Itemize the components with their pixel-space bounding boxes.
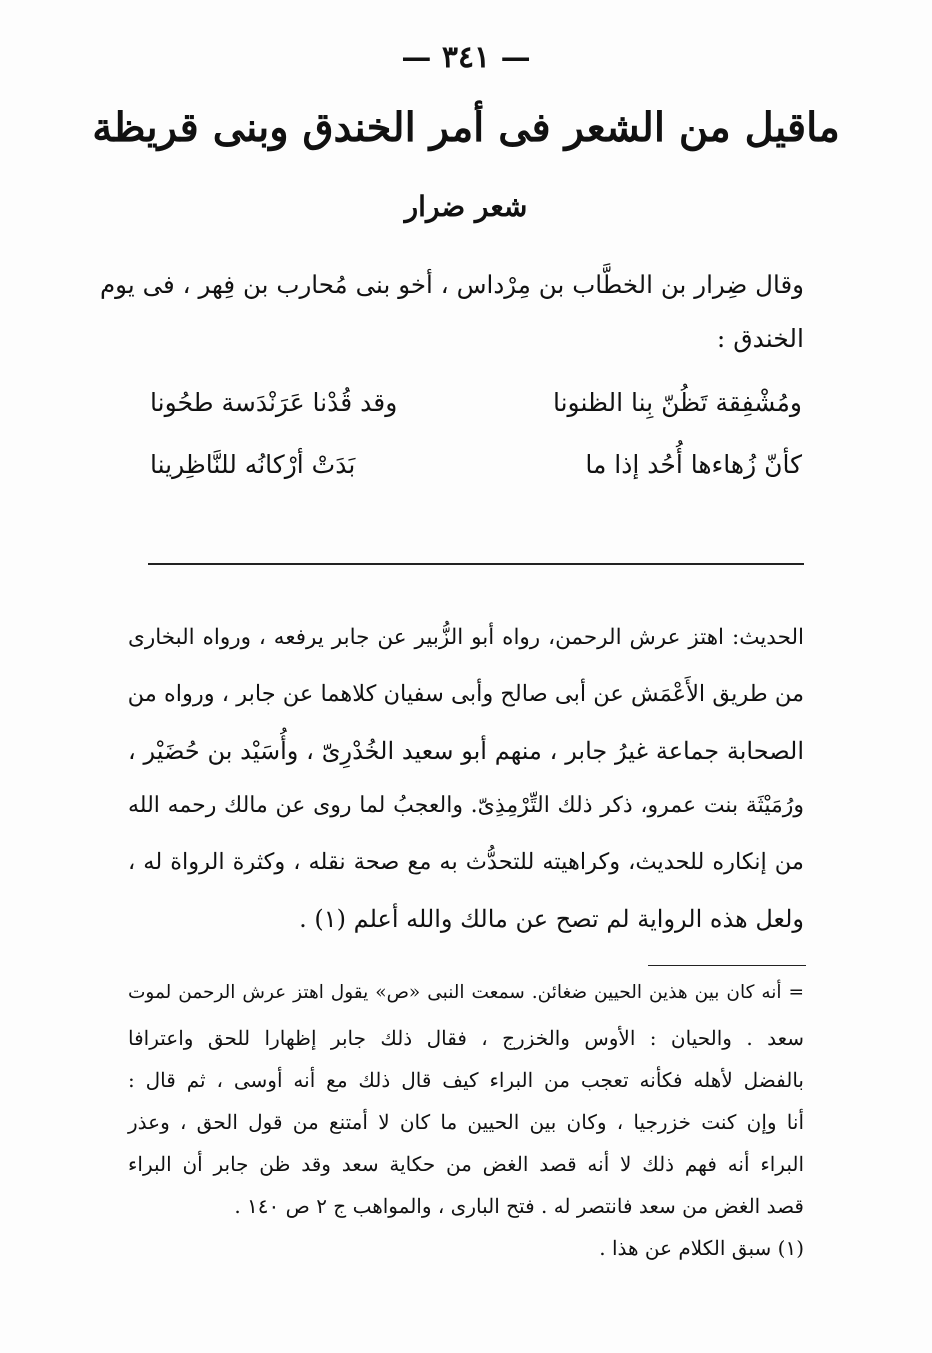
verse-second-hemistich: بَدَتْ أرْكانُه للنَّاظِرينا <box>150 450 356 479</box>
footnote-line: سعد . والحيان : الأوس والخزرج ، فقال ذلك جابر إظهارا للحق واعترافا <box>128 1026 804 1050</box>
verse-line <box>150 450 802 500</box>
note-line: الحديث: اهتز عرش الرحمن، رواه أبو الزُّبير عن جابر يرفعه ، ورواه البخارى <box>128 625 804 650</box>
verse-second-hemistich: وقد قُدْنا عَرَنْدَسة طحُونا <box>150 388 398 417</box>
note-line: من طريق الأَعْمَش عن أبى صالح وأبى سفيان كلاهما عن جابر ، ورواه من <box>127 681 804 707</box>
footnote-line: بالفضل لأهله فكأنه تعجب من البراء كيف قال ذلك مع أنه أوسى ، ثم قال : <box>128 1068 804 1092</box>
verse-line <box>150 388 802 438</box>
intro-line: الخندق : <box>716 324 804 353</box>
chapter-title: ماقيل من الشعر فى أمر الخندق وبنى قريظة <box>92 104 840 151</box>
page-number: — ٣٤١ — <box>401 40 531 75</box>
note-line: من إنكاره للحديث، وكراهيته للتحدُّث به مع صحة نقله ، وكثرة الرواة له ، <box>128 849 804 875</box>
footnote-line: أنا وإن كنت خزرجيا ، وكان بين الحيين ما كان لا أمتنع من قول الحق ، وعذر <box>128 1110 804 1134</box>
footnote-line: (١) سبق الكلام عن هذا . <box>599 1236 804 1260</box>
note-line: ورُمَيْثَة بنت عمرو، ذكر ذلك التِّرْمِذِىّ. والعجبُ لما روى عن مالك رحمه الله <box>128 793 804 818</box>
verse-first-hemistich: ومُشْفِقة تَظُنّ بِنا الظنونا <box>552 388 802 417</box>
footnote-line: البراء أنه فهم ذلك لا أنه قصد الغض من حكاية سعد وقد ظن جابر أن البراء <box>128 1152 805 1176</box>
verse-first-hemistich: كأنّ زُهاءها أُحُد إذا ما <box>585 450 802 479</box>
footnote-line: = أنه كان بين هذين الحيين ضغائن. سمعت النبى «ص» يقول اهتز عرش الرحمن لموت <box>128 982 804 1003</box>
footnote-divider <box>648 965 806 966</box>
section-divider <box>148 563 804 565</box>
footnote-line: قصد الغض من سعد فانتصر له . فتح البارى ، والمواهب ج ٢ ص ١٤٠ . <box>234 1194 804 1218</box>
intro-line: وقال ضِرار بن الخطَّاب بن مِرْداس ، أخو بنى مُحارب بن فِهر ، فى يوم <box>100 270 804 299</box>
section-title: شعر ضرار <box>404 190 528 223</box>
note-line: الصحابة جماعة غيرُ جابر ، منهم أبو سعيد الخُدْرِىّ ، وأُسَيْد بن حُضَيْر ، <box>128 737 805 765</box>
note-line: ولعل هذه الرواية لم تصح عن مالك والله أعلم (١) . <box>299 905 804 933</box>
